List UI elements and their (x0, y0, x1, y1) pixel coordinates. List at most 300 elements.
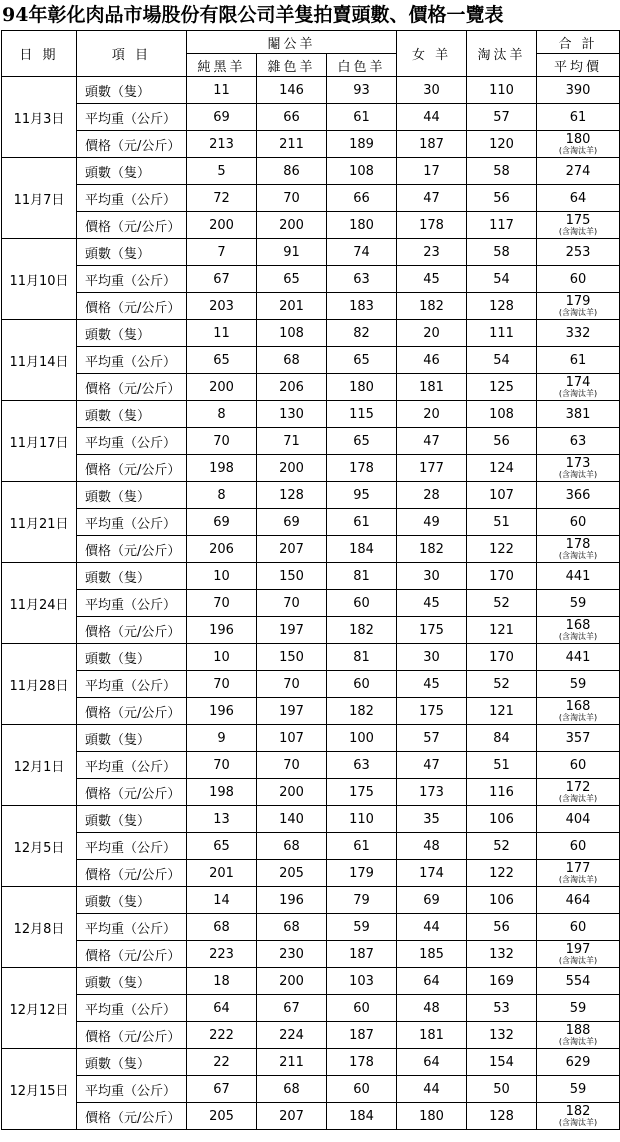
cell-price-culled: 120 (467, 131, 537, 158)
cell-weight-white: 59 (327, 914, 397, 941)
cell-price-total (537, 455, 620, 482)
cell-head-mixed: 108 (257, 320, 327, 347)
cell-head-culled: 110 (467, 77, 537, 104)
header-culled: 淘汰羊 (467, 31, 537, 77)
price-note: (含淘汰羊) (558, 1118, 598, 1127)
table-row (2, 401, 620, 428)
cell-weight-mixed: 70 (257, 590, 327, 617)
price-note: (含淘汰羊) (558, 875, 598, 884)
cell-price-ewe: 174 (397, 860, 467, 887)
date-cell: 11月21日 (2, 482, 77, 563)
cell-weight-ewe: 47 (397, 428, 467, 455)
cell-head-pure-black: 13 (187, 806, 257, 833)
cell-head-mixed: 200 (257, 968, 327, 995)
cell-weight-total: 59 (537, 671, 620, 698)
cell-price-total (537, 698, 620, 725)
cell-weight-culled: 51 (467, 752, 537, 779)
cell-head-ewe: 17 (397, 158, 467, 185)
cell-price-white: 189 (327, 131, 397, 158)
cell-weight-culled: 52 (467, 833, 537, 860)
cell-weight-white: 65 (327, 428, 397, 455)
cell-price-culled: 117 (467, 212, 537, 239)
cell-weight-ewe: 45 (397, 266, 467, 293)
cell-weight-total: 60 (537, 266, 620, 293)
cell-price-white: 175 (327, 779, 397, 806)
cell-weight-culled: 54 (467, 347, 537, 374)
cell-head-pure-black: 18 (187, 968, 257, 995)
cell-weight-white: 60 (327, 995, 397, 1022)
cell-head-total: 274 (537, 158, 620, 185)
cell-price-white: 187 (327, 941, 397, 968)
cell-head-ewe: 64 (397, 1049, 467, 1076)
table-row (2, 158, 620, 185)
cell-price-ewe: 181 (397, 1022, 467, 1049)
item-label: 頭數（隻） (77, 77, 187, 104)
cell-price-mixed: 224 (257, 1022, 327, 1049)
cell-head-total: 366 (537, 482, 620, 509)
cell-price-ewe: 181 (397, 374, 467, 401)
cell-head-white: 95 (327, 482, 397, 509)
cell-weight-ewe: 47 (397, 752, 467, 779)
cell-weight-ewe: 45 (397, 671, 467, 698)
cell-weight-culled: 56 (467, 185, 537, 212)
cell-head-white: 79 (327, 887, 397, 914)
cell-weight-pure-black: 67 (187, 266, 257, 293)
cell-head-pure-black: 10 (187, 563, 257, 590)
cell-weight-pure-black: 64 (187, 995, 257, 1022)
table-row (2, 995, 620, 1022)
cell-head-white: 110 (327, 806, 397, 833)
header-date: 日 期 (2, 31, 77, 77)
cell-head-white: 81 (327, 563, 397, 590)
cell-head-mixed: 150 (257, 563, 327, 590)
cell-weight-mixed: 67 (257, 995, 327, 1022)
cell-weight-culled: 56 (467, 914, 537, 941)
cell-head-mixed: 140 (257, 806, 327, 833)
cell-head-culled: 169 (467, 968, 537, 995)
total-price-value: 177 (565, 861, 591, 876)
cell-head-white: 74 (327, 239, 397, 266)
cell-weight-mixed: 66 (257, 104, 327, 131)
item-label: 價格（元/公斤） (77, 698, 187, 725)
item-label: 頭數（隻） (77, 239, 187, 266)
cell-price-ewe: 185 (397, 941, 467, 968)
item-label: 頭數（隻） (77, 482, 187, 509)
table-row (2, 104, 620, 131)
cell-price-pure-black: 203 (187, 293, 257, 320)
cell-price-ewe: 177 (397, 455, 467, 482)
item-label: 價格（元/公斤） (77, 779, 187, 806)
table-row (2, 806, 620, 833)
cell-price-mixed: 197 (257, 617, 327, 644)
table-row (2, 752, 620, 779)
price-note: (含淘汰羊) (558, 551, 598, 560)
item-label: 價格（元/公斤） (77, 455, 187, 482)
cell-weight-culled: 52 (467, 671, 537, 698)
total-price-value: 188 (565, 1023, 591, 1038)
cell-price-culled: 121 (467, 617, 537, 644)
cell-weight-mixed: 69 (257, 509, 327, 536)
item-label: 平均重（公斤） (77, 266, 187, 293)
cell-weight-ewe: 48 (397, 995, 467, 1022)
cell-price-culled: 132 (467, 1022, 537, 1049)
cell-price-pure-black: 198 (187, 455, 257, 482)
table-row (2, 671, 620, 698)
cell-price-total (537, 131, 620, 158)
total-price-value: 175 (565, 213, 591, 228)
cell-head-ewe: 35 (397, 806, 467, 833)
cell-head-ewe: 20 (397, 320, 467, 347)
cell-weight-mixed: 70 (257, 185, 327, 212)
cell-head-pure-black: 11 (187, 320, 257, 347)
cell-head-pure-black: 8 (187, 482, 257, 509)
cell-head-ewe: 57 (397, 725, 467, 752)
table-row (2, 482, 620, 509)
table-row (2, 563, 620, 590)
cell-head-total: 441 (537, 563, 620, 590)
cell-head-ewe: 30 (397, 563, 467, 590)
date-cell: 11月28日 (2, 644, 77, 725)
cell-head-mixed: 211 (257, 1049, 327, 1076)
table-row (2, 887, 620, 914)
item-label: 頭數（隻） (77, 644, 187, 671)
cell-weight-culled: 56 (467, 428, 537, 455)
total-price-value: 179 (565, 294, 591, 309)
cell-price-culled: 121 (467, 698, 537, 725)
cell-price-total (537, 212, 620, 239)
cell-head-culled: 58 (467, 158, 537, 185)
cell-price-total (537, 1022, 620, 1049)
table-row (2, 212, 620, 239)
cell-price-white: 182 (327, 617, 397, 644)
header-pure-black: 純黑羊 (187, 54, 257, 77)
cell-weight-ewe: 44 (397, 914, 467, 941)
cell-weight-culled: 53 (467, 995, 537, 1022)
cell-weight-white: 63 (327, 266, 397, 293)
cell-price-mixed: 200 (257, 212, 327, 239)
total-price-value: 174 (565, 375, 591, 390)
cell-head-culled: 106 (467, 806, 537, 833)
cell-price-white: 184 (327, 1103, 397, 1130)
table-row (2, 941, 620, 968)
cell-price-white: 183 (327, 293, 397, 320)
cell-weight-pure-black: 70 (187, 752, 257, 779)
cell-weight-pure-black: 70 (187, 671, 257, 698)
cell-price-mixed: 201 (257, 293, 327, 320)
cell-head-white: 93 (327, 77, 397, 104)
cell-weight-pure-black: 69 (187, 104, 257, 131)
item-label: 頭數（隻） (77, 806, 187, 833)
cell-weight-total: 60 (537, 914, 620, 941)
date-cell: 12月5日 (2, 806, 77, 887)
cell-price-pure-black: 222 (187, 1022, 257, 1049)
cell-head-total: 464 (537, 887, 620, 914)
cell-head-ewe: 69 (397, 887, 467, 914)
date-cell: 11月7日 (2, 158, 77, 239)
cell-weight-white: 60 (327, 1076, 397, 1103)
cell-price-mixed: 200 (257, 779, 327, 806)
cell-price-total (537, 1103, 620, 1130)
item-label: 價格（元/公斤） (77, 1103, 187, 1130)
cell-weight-mixed: 70 (257, 752, 327, 779)
price-note: (含淘汰羊) (558, 389, 598, 398)
item-label: 平均重（公斤） (77, 104, 187, 131)
cell-weight-total: 60 (537, 833, 620, 860)
total-price-value: 197 (565, 942, 591, 957)
cell-head-total: 253 (537, 239, 620, 266)
cell-price-mixed: 206 (257, 374, 327, 401)
total-price-value: 172 (565, 780, 591, 795)
cell-head-culled: 154 (467, 1049, 537, 1076)
price-note: (含淘汰羊) (558, 227, 598, 236)
cell-head-pure-black: 11 (187, 77, 257, 104)
header-total-line1: 合 計 (537, 31, 620, 54)
cell-price-white: 182 (327, 698, 397, 725)
item-label: 頭數（隻） (77, 968, 187, 995)
cell-head-white: 81 (327, 644, 397, 671)
item-label: 頭數（隻） (77, 158, 187, 185)
cell-weight-total: 59 (537, 995, 620, 1022)
cell-price-total (537, 941, 620, 968)
header-item: 項 目 (77, 31, 187, 77)
cell-weight-pure-black: 72 (187, 185, 257, 212)
cell-head-ewe: 23 (397, 239, 467, 266)
item-label: 平均重（公斤） (77, 914, 187, 941)
cell-price-mixed: 205 (257, 860, 327, 887)
table-row (2, 266, 620, 293)
cell-weight-pure-black: 70 (187, 428, 257, 455)
item-label: 頭數（隻） (77, 563, 187, 590)
cell-weight-mixed: 68 (257, 833, 327, 860)
cell-weight-mixed: 68 (257, 347, 327, 374)
cell-weight-white: 61 (327, 104, 397, 131)
cell-price-ewe: 187 (397, 131, 467, 158)
item-label: 價格（元/公斤） (77, 374, 187, 401)
table-row (2, 914, 620, 941)
date-cell: 11月24日 (2, 563, 77, 644)
cell-head-ewe: 64 (397, 968, 467, 995)
item-label: 平均重（公斤） (77, 995, 187, 1022)
cell-price-ewe: 182 (397, 536, 467, 563)
cell-head-pure-black: 8 (187, 401, 257, 428)
cell-price-mixed: 200 (257, 455, 327, 482)
item-label: 頭數（隻） (77, 887, 187, 914)
price-note: (含淘汰羊) (558, 794, 598, 803)
cell-price-white: 179 (327, 860, 397, 887)
cell-weight-culled: 51 (467, 509, 537, 536)
cell-price-mixed: 230 (257, 941, 327, 968)
table-row (2, 698, 620, 725)
cell-weight-ewe: 48 (397, 833, 467, 860)
date-cell: 11月14日 (2, 320, 77, 401)
cell-weight-total: 63 (537, 428, 620, 455)
cell-head-total: 554 (537, 968, 620, 995)
cell-weight-ewe: 47 (397, 185, 467, 212)
item-label: 平均重（公斤） (77, 347, 187, 374)
cell-head-pure-black: 5 (187, 158, 257, 185)
date-cell: 12月15日 (2, 1049, 77, 1130)
cell-weight-pure-black: 65 (187, 347, 257, 374)
item-label: 平均重（公斤） (77, 428, 187, 455)
date-cell: 12月8日 (2, 887, 77, 968)
cell-price-culled: 116 (467, 779, 537, 806)
cell-price-ewe: 178 (397, 212, 467, 239)
table-row (2, 374, 620, 401)
price-note: (含淘汰羊) (558, 308, 598, 317)
price-note: (含淘汰羊) (558, 632, 598, 641)
item-label: 價格（元/公斤） (77, 131, 187, 158)
item-label: 平均重（公斤） (77, 509, 187, 536)
table-body (2, 77, 620, 1130)
item-label: 平均重（公斤） (77, 833, 187, 860)
page-title: 94年彰化肉品市場股份有限公司羊隻拍賣頭數、價格一覽表 (2, 4, 504, 26)
item-label: 頭數（隻） (77, 401, 187, 428)
header-ram-group: 閹公羊 (187, 31, 397, 54)
cell-price-pure-black: 200 (187, 212, 257, 239)
total-price-value: 180 (565, 132, 591, 147)
cell-price-mixed: 207 (257, 536, 327, 563)
cell-weight-white: 60 (327, 671, 397, 698)
cell-weight-pure-black: 65 (187, 833, 257, 860)
cell-weight-mixed: 68 (257, 1076, 327, 1103)
table-row (2, 644, 620, 671)
item-label: 平均重（公斤） (77, 752, 187, 779)
item-label: 平均重（公斤） (77, 1076, 187, 1103)
cell-price-white: 180 (327, 212, 397, 239)
cell-price-white: 180 (327, 374, 397, 401)
cell-price-culled: 132 (467, 941, 537, 968)
cell-price-white: 178 (327, 455, 397, 482)
header-white: 白色羊 (327, 54, 397, 77)
cell-weight-ewe: 45 (397, 590, 467, 617)
cell-head-white: 103 (327, 968, 397, 995)
cell-head-ewe: 20 (397, 401, 467, 428)
cell-head-culled: 84 (467, 725, 537, 752)
cell-price-ewe: 180 (397, 1103, 467, 1130)
total-price-value: 173 (565, 456, 591, 471)
item-label: 價格（元/公斤） (77, 1022, 187, 1049)
cell-head-white: 115 (327, 401, 397, 428)
cell-price-mixed: 211 (257, 131, 327, 158)
cell-weight-total: 59 (537, 590, 620, 617)
table-row (2, 320, 620, 347)
table-row (2, 131, 620, 158)
table-row (2, 779, 620, 806)
item-label: 頭數（隻） (77, 725, 187, 752)
cell-price-pure-black: 196 (187, 698, 257, 725)
cell-weight-ewe: 44 (397, 1076, 467, 1103)
cell-weight-total: 61 (537, 347, 620, 374)
header-total-line2: 平均價 (537, 54, 620, 77)
cell-price-culled: 128 (467, 293, 537, 320)
cell-weight-white: 65 (327, 347, 397, 374)
cell-head-mixed: 128 (257, 482, 327, 509)
item-label: 平均重（公斤） (77, 671, 187, 698)
date-cell: 12月1日 (2, 725, 77, 806)
cell-price-total (537, 374, 620, 401)
date-cell: 11月10日 (2, 239, 77, 320)
item-label: 價格（元/公斤） (77, 293, 187, 320)
cell-price-pure-black: 196 (187, 617, 257, 644)
cell-price-pure-black: 205 (187, 1103, 257, 1130)
cell-price-mixed: 197 (257, 698, 327, 725)
cell-price-white: 184 (327, 536, 397, 563)
cell-price-culled: 124 (467, 455, 537, 482)
cell-head-ewe: 30 (397, 77, 467, 104)
item-label: 頭數（隻） (77, 1049, 187, 1076)
cell-price-total (537, 293, 620, 320)
cell-weight-culled: 50 (467, 1076, 537, 1103)
cell-head-white: 108 (327, 158, 397, 185)
cell-head-pure-black: 14 (187, 887, 257, 914)
cell-head-mixed: 196 (257, 887, 327, 914)
cell-weight-culled: 54 (467, 266, 537, 293)
table-row (2, 860, 620, 887)
cell-weight-white: 66 (327, 185, 397, 212)
cell-head-culled: 106 (467, 887, 537, 914)
cell-head-ewe: 30 (397, 644, 467, 671)
cell-weight-total: 60 (537, 752, 620, 779)
cell-head-white: 82 (327, 320, 397, 347)
table-row (2, 293, 620, 320)
cell-weight-total: 60 (537, 509, 620, 536)
auction-table (1, 30, 620, 1130)
table-row (2, 1022, 620, 1049)
cell-price-ewe: 173 (397, 779, 467, 806)
price-note: (含淘汰羊) (558, 713, 598, 722)
cell-head-white: 178 (327, 1049, 397, 1076)
table-row (2, 1049, 620, 1076)
cell-price-pure-black: 223 (187, 941, 257, 968)
table-row (2, 1103, 620, 1130)
cell-head-pure-black: 7 (187, 239, 257, 266)
item-label: 價格（元/公斤） (77, 536, 187, 563)
cell-head-total: 441 (537, 644, 620, 671)
cell-head-total: 357 (537, 725, 620, 752)
price-note: (含淘汰羊) (558, 470, 598, 479)
table-row (2, 617, 620, 644)
cell-head-total: 404 (537, 806, 620, 833)
cell-weight-white: 63 (327, 752, 397, 779)
cell-weight-culled: 52 (467, 590, 537, 617)
price-note: (含淘汰羊) (558, 146, 598, 155)
cell-weight-pure-black: 67 (187, 1076, 257, 1103)
cell-price-pure-black: 201 (187, 860, 257, 887)
cell-weight-mixed: 65 (257, 266, 327, 293)
item-label: 價格（元/公斤） (77, 941, 187, 968)
cell-head-culled: 107 (467, 482, 537, 509)
cell-head-total: 381 (537, 401, 620, 428)
cell-weight-ewe: 44 (397, 104, 467, 131)
cell-head-total: 332 (537, 320, 620, 347)
cell-weight-pure-black: 70 (187, 590, 257, 617)
cell-weight-ewe: 46 (397, 347, 467, 374)
cell-weight-pure-black: 68 (187, 914, 257, 941)
total-price-value: 178 (565, 537, 591, 552)
cell-head-ewe: 28 (397, 482, 467, 509)
cell-price-culled: 122 (467, 860, 537, 887)
cell-price-ewe: 182 (397, 293, 467, 320)
table-row (2, 725, 620, 752)
cell-weight-total: 59 (537, 1076, 620, 1103)
cell-head-mixed: 86 (257, 158, 327, 185)
table-row (2, 185, 620, 212)
price-note: (含淘汰羊) (558, 1037, 598, 1046)
cell-price-culled: 125 (467, 374, 537, 401)
cell-weight-white: 60 (327, 590, 397, 617)
table-row (2, 239, 620, 266)
cell-head-white: 100 (327, 725, 397, 752)
